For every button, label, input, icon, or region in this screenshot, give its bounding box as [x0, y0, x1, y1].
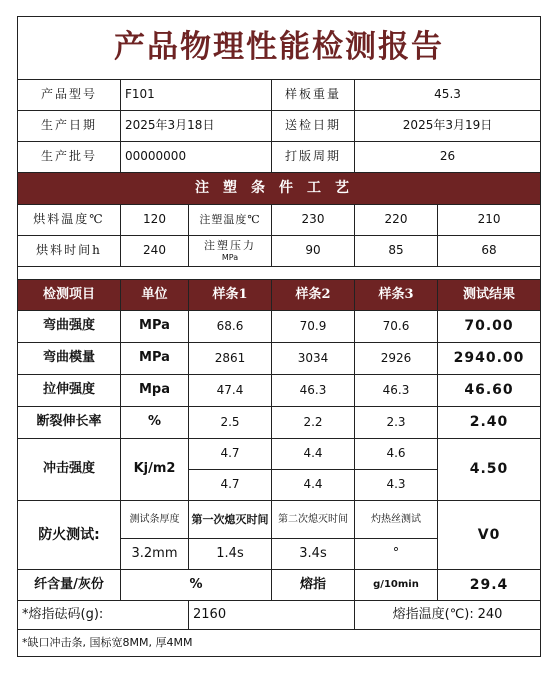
inj-press-unit: MPa — [221, 252, 239, 262]
fire-test-name: 防火测试: — [18, 501, 121, 570]
row-result: 2.40 — [438, 407, 541, 439]
inj-press-1: 90 — [272, 236, 355, 267]
melt-weight-label: *熔指砝码(g): — [18, 601, 189, 630]
model-value: F101 — [121, 80, 272, 111]
row-result: 2940.00 — [438, 343, 541, 375]
row-s1: 47.4 — [189, 375, 272, 407]
row-unit: % — [121, 407, 189, 439]
send-date-value: 2025年3月19日 — [355, 111, 541, 142]
report-table — [17, 16, 541, 657]
col-sample-1: 样条1 — [189, 280, 272, 311]
cycle-value: 26 — [355, 142, 541, 173]
table-row — [18, 375, 541, 407]
fiber-name: 纤含量/灰份 — [18, 570, 121, 601]
model-label: 产品型号 — [18, 80, 121, 111]
inj-press-label: 注塑压力 — [204, 239, 256, 253]
cycle-label: 打版周期 — [272, 142, 355, 173]
dry-time-value: 240 — [121, 236, 189, 267]
report — [17, 16, 540, 657]
col-sample-2: 样条2 — [272, 280, 355, 311]
row-unit: MPa — [121, 343, 189, 375]
row-s3: 70.6 — [355, 311, 438, 343]
report-title: 产品物理性能检测报告 — [18, 17, 541, 80]
dry-temp-label: 烘料温度℃ — [18, 205, 121, 236]
row-name: 弯曲强度 — [18, 311, 121, 343]
melt-temp-value: 240 — [477, 606, 503, 622]
fire-thickness-header: 测试条厚度 — [121, 501, 189, 539]
fire-glow-value: ° — [355, 539, 438, 570]
row-s2: 46.3 — [272, 375, 355, 407]
row-s1: 2.5 — [189, 407, 272, 439]
row-name: 断裂伸长率 — [18, 407, 121, 439]
fiber-unit: % — [121, 570, 272, 601]
row-unit: MPa — [121, 311, 189, 343]
process-header: 注塑条件工艺 — [18, 173, 541, 205]
row-result: 46.60 — [438, 375, 541, 407]
row-s2: 70.9 — [272, 311, 355, 343]
batch-value: 00000000 — [121, 142, 272, 173]
melt-label: 熔指 — [272, 570, 355, 601]
inj-temp-1: 230 — [272, 205, 355, 236]
fire-second-header: 第二次熄灭时间 — [272, 501, 355, 539]
table-row — [18, 407, 541, 439]
row-name: 拉伸强度 — [18, 375, 121, 407]
date-label: 生产日期 — [18, 111, 121, 142]
col-result: 测试结果 — [438, 280, 541, 311]
impact-name: 冲击强度 — [18, 439, 121, 501]
inj-press-cell — [189, 236, 272, 267]
row-result: 70.00 — [438, 311, 541, 343]
row-s3: 2926 — [355, 343, 438, 375]
inj-press-3: 68 — [438, 236, 541, 267]
table-row — [18, 343, 541, 375]
fire-first-header: 第一次熄灭时间 — [189, 501, 272, 539]
row-s1: 2861 — [189, 343, 272, 375]
fire-glow-header: 灼热丝测试 — [355, 501, 438, 539]
impact-r2-s3: 4.3 — [355, 470, 438, 501]
impact-r1-s3: 4.6 — [355, 439, 438, 470]
row-s3: 46.3 — [355, 375, 438, 407]
row-name: 弯曲模量 — [18, 343, 121, 375]
fire-second-value: 3.4s — [272, 539, 355, 570]
table-row — [18, 311, 541, 343]
row-s3: 2.3 — [355, 407, 438, 439]
impact-r1-s2: 4.4 — [272, 439, 355, 470]
date-value: 2025年3月18日 — [121, 111, 272, 142]
send-date-label: 送检日期 — [272, 111, 355, 142]
impact-r2-s1: 4.7 — [189, 470, 272, 501]
weight-label: 样板重量 — [272, 80, 355, 111]
melt-temp-label: 熔指温度(℃): — [392, 606, 474, 622]
row-s2: 2.2 — [272, 407, 355, 439]
fire-thickness-value: 3.2mm — [121, 539, 189, 570]
impact-r2-s2: 4.4 — [272, 470, 355, 501]
melt-weight-value: 2160 — [189, 601, 355, 630]
col-sample-3: 样条3 — [355, 280, 438, 311]
fire-result: V0 — [438, 501, 541, 570]
spacer-row — [18, 267, 541, 280]
row-unit: Mpa — [121, 375, 189, 407]
inj-temp-2: 220 — [355, 205, 438, 236]
impact-r1-s1: 4.7 — [189, 439, 272, 470]
batch-label: 生产批号 — [18, 142, 121, 173]
row-s2: 3034 — [272, 343, 355, 375]
melt-temp-cell — [355, 601, 541, 630]
inj-temp-label: 注塑温度℃ — [189, 205, 272, 236]
footnote: *缺口冲击条, 国标宽8MM, 厚4MM — [18, 630, 541, 657]
dry-temp-value: 120 — [121, 205, 189, 236]
dry-time-label: 烘料时间h — [18, 236, 121, 267]
impact-unit: Kj/m2 — [121, 439, 189, 501]
inj-press-2: 85 — [355, 236, 438, 267]
weight-value: 45.3 — [355, 80, 541, 111]
melt-value: 29.4 — [438, 570, 541, 601]
row-s1: 68.6 — [189, 311, 272, 343]
inj-temp-3: 210 — [438, 205, 541, 236]
col-item: 检测项目 — [18, 280, 121, 311]
col-unit: 单位 — [121, 280, 189, 311]
fire-first-value: 1.4s — [189, 539, 272, 570]
impact-result: 4.50 — [438, 439, 541, 501]
melt-unit: g/10min — [355, 570, 438, 601]
